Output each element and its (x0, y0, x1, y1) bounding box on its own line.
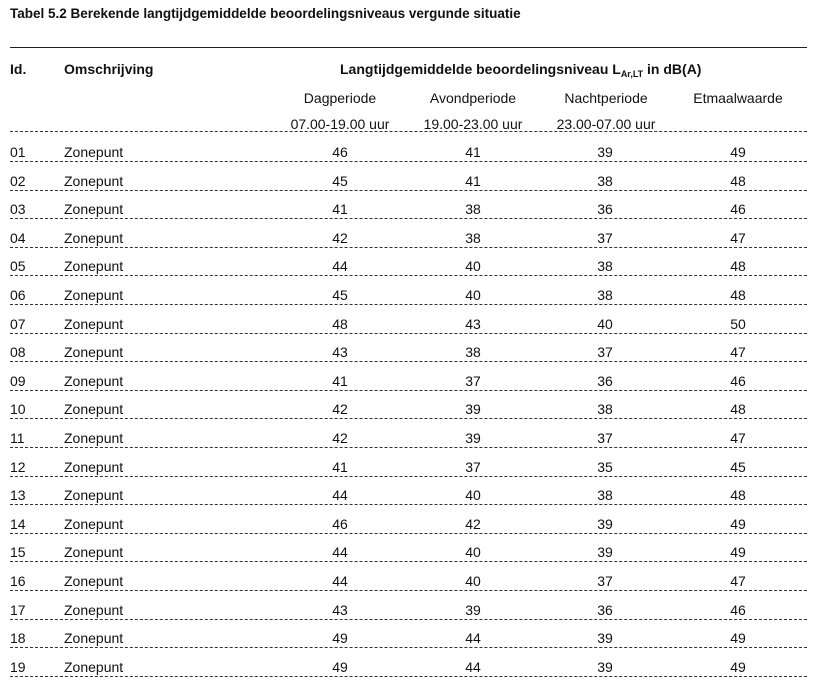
row-id: 06 (10, 287, 26, 303)
row-description: Zonepunt (64, 544, 124, 561)
row-night-value: 37 (597, 573, 613, 589)
table-title: Tabel 5.2 Berekende langtijdgemiddelde beoordelingsniveaus vergunde situatie (10, 6, 521, 21)
row-evening-value: 40 (465, 487, 481, 504)
row-description: Zonepunt (64, 601, 124, 618)
row-description: Zonepunt (64, 372, 124, 389)
row-etmaal-value: 49 (730, 544, 746, 561)
row-description: Zonepunt (64, 201, 124, 218)
row-night-value: 36 (597, 201, 613, 218)
period-name-night: Nachtperiode (564, 90, 648, 106)
row-divider (10, 676, 807, 677)
row-id: 12 (10, 458, 26, 475)
row-night-value: 36 (597, 372, 613, 389)
row-id: 14 (10, 515, 26, 532)
period-name-evening: Avondperiode (429, 90, 517, 106)
row-etmaal-value: 48 (730, 258, 746, 275)
row-etmaal-value: 49 (730, 658, 746, 675)
table-row (0, 430, 820, 458)
row-description: Zonepunt (64, 172, 124, 189)
row-evening-value: 38 (465, 229, 481, 246)
row-description: Zonepunt (64, 458, 124, 475)
table-row (0, 659, 820, 687)
row-description: Zonepunt (64, 515, 124, 532)
row-night-value: 39 (597, 515, 613, 532)
row-night-value: 37 (597, 344, 613, 361)
column-header-level (340, 61, 701, 79)
row-id: 10 (10, 401, 26, 418)
row-night-value: 39 (597, 544, 613, 561)
table-row (0, 230, 820, 258)
row-id: 01 (10, 144, 26, 160)
row-day-value: 44 (332, 258, 348, 275)
header-top-rule (10, 47, 807, 48)
row-etmaal-value: 49 (730, 630, 746, 647)
row-evening-value: 40 (465, 544, 481, 561)
row-evening-value: 38 (465, 201, 481, 218)
table-row (0, 201, 820, 229)
level-label: Langtijdgemiddelde beoordelingsniveau L (340, 61, 621, 77)
row-id: 16 (10, 573, 26, 589)
row-night-value: 38 (597, 287, 613, 303)
row-etmaal-value: 48 (730, 401, 746, 418)
table-row (0, 487, 820, 515)
row-day-value: 45 (332, 287, 348, 303)
row-divider (10, 247, 807, 248)
row-id: 09 (10, 372, 26, 389)
table-row (0, 144, 820, 172)
column-header-description: Omschrijving (64, 61, 154, 77)
table-row (0, 258, 820, 286)
row-night-value: 36 (597, 601, 613, 618)
period-time-night: 23.00-07.00 uur (556, 116, 656, 132)
row-description: Zonepunt (64, 258, 124, 275)
row-etmaal-value: 50 (730, 315, 746, 332)
row-divider (10, 533, 807, 534)
period-name-day: Dagperiode (303, 90, 377, 106)
period-name-etmaal: Etmaalwaarde (693, 90, 783, 106)
row-night-value: 35 (597, 458, 613, 475)
row-divider (10, 333, 807, 334)
row-divider (10, 447, 807, 448)
row-id: 11 (10, 430, 25, 446)
period-time-day: 07.00-19.00 uur (290, 116, 390, 132)
row-evening-value: 40 (465, 287, 481, 303)
row-etmaal-value: 46 (730, 601, 746, 618)
row-evening-value: 37 (465, 458, 481, 475)
header-bottom-rule (10, 131, 807, 132)
table-row (0, 602, 820, 630)
row-divider (10, 561, 807, 562)
row-day-value: 44 (332, 573, 348, 589)
row-day-value: 46 (332, 144, 348, 160)
row-etmaal-value: 48 (730, 487, 746, 504)
row-etmaal-value: 49 (730, 515, 746, 532)
row-description: Zonepunt (64, 487, 124, 504)
row-divider (10, 190, 807, 191)
table-row (0, 344, 820, 372)
row-id: 18 (10, 630, 26, 647)
row-evening-value: 44 (465, 658, 481, 675)
row-divider (10, 361, 807, 362)
row-description: Zonepunt (64, 401, 124, 418)
row-day-value: 44 (332, 487, 348, 504)
row-etmaal-value: 48 (730, 287, 746, 303)
period-time-evening: 19.00-23.00 uur (423, 116, 523, 132)
row-day-value: 42 (332, 229, 348, 246)
row-description: Zonepunt (64, 144, 124, 160)
row-description: Zonepunt (64, 630, 124, 647)
table-row (0, 459, 820, 487)
row-evening-value: 40 (465, 573, 481, 589)
row-day-value: 41 (332, 458, 348, 475)
row-etmaal-value: 45 (730, 458, 746, 475)
level-subscript: Ar,LT (620, 69, 644, 79)
row-divider (10, 619, 807, 620)
row-evening-value: 41 (465, 144, 481, 160)
row-etmaal-value: 47 (730, 573, 746, 589)
row-divider (10, 275, 807, 276)
row-night-value: 37 (597, 430, 613, 446)
row-etmaal-value: 49 (730, 144, 746, 160)
row-divider (10, 476, 807, 477)
table-row (0, 173, 820, 201)
row-id: 07 (10, 315, 26, 332)
row-divider (10, 647, 807, 648)
row-night-value: 40 (597, 315, 613, 332)
row-night-value: 38 (597, 401, 613, 418)
table-row (0, 544, 820, 572)
row-night-value: 39 (597, 144, 613, 160)
row-etmaal-value: 48 (730, 172, 746, 189)
row-evening-value: 39 (465, 601, 481, 618)
row-divider (10, 504, 807, 505)
row-night-value: 38 (597, 172, 613, 189)
row-divider (10, 218, 807, 219)
row-evening-value: 38 (465, 344, 481, 361)
row-divider (10, 304, 807, 305)
row-day-value: 42 (332, 430, 348, 446)
row-description: Zonepunt (64, 315, 124, 332)
row-evening-value: 44 (465, 630, 481, 647)
row-day-value: 41 (332, 372, 348, 389)
row-evening-value: 37 (465, 372, 481, 389)
row-description: Zonepunt (64, 344, 124, 361)
row-id: 03 (10, 201, 26, 218)
row-night-value: 39 (597, 630, 613, 647)
row-evening-value: 43 (465, 315, 481, 332)
table-row (0, 573, 820, 601)
row-etmaal-value: 47 (730, 344, 746, 361)
row-id: 19 (10, 658, 26, 675)
table-row (0, 630, 820, 658)
row-evening-value: 40 (465, 258, 481, 275)
row-description: Zonepunt (64, 287, 124, 303)
table-row (0, 287, 820, 315)
row-etmaal-value: 46 (730, 372, 746, 389)
row-id: 02 (10, 172, 26, 189)
row-day-value: 42 (332, 401, 348, 418)
row-etmaal-value: 46 (730, 201, 746, 218)
row-night-value: 38 (597, 487, 613, 504)
row-evening-value: 41 (465, 172, 481, 189)
row-description: Zonepunt (64, 658, 124, 675)
row-description: Zonepunt (64, 229, 124, 246)
row-description: Zonepunt (64, 430, 124, 446)
table-row (0, 373, 820, 401)
row-night-value: 39 (597, 658, 613, 675)
row-id: 08 (10, 344, 26, 361)
table-row (0, 316, 820, 344)
row-night-value: 37 (597, 229, 613, 246)
row-id: 13 (10, 487, 26, 504)
row-divider (10, 161, 807, 162)
column-header-id: Id. (10, 61, 27, 77)
row-day-value: 45 (332, 172, 348, 189)
row-day-value: 43 (332, 344, 348, 361)
row-day-value: 49 (332, 658, 348, 675)
row-id: 04 (10, 229, 26, 246)
row-day-value: 49 (332, 630, 348, 647)
row-night-value: 38 (597, 258, 613, 275)
row-day-value: 46 (332, 515, 348, 532)
level-unit: in dB(A) (643, 61, 702, 77)
row-evening-value: 42 (465, 515, 481, 532)
row-id: 15 (10, 544, 26, 561)
row-day-value: 44 (332, 544, 348, 561)
row-description: Zonepunt (64, 573, 124, 589)
row-evening-value: 39 (465, 430, 481, 446)
row-divider (10, 418, 807, 419)
row-evening-value: 39 (465, 401, 481, 418)
table-row (0, 516, 820, 544)
row-day-value: 48 (332, 315, 348, 332)
row-etmaal-value: 47 (730, 430, 746, 446)
row-day-value: 41 (332, 201, 348, 218)
row-id: 17 (10, 601, 26, 618)
row-etmaal-value: 47 (730, 229, 746, 246)
row-divider (10, 390, 807, 391)
table-row (0, 401, 820, 429)
row-divider (10, 590, 807, 591)
row-id: 05 (10, 258, 26, 275)
row-day-value: 43 (332, 601, 348, 618)
